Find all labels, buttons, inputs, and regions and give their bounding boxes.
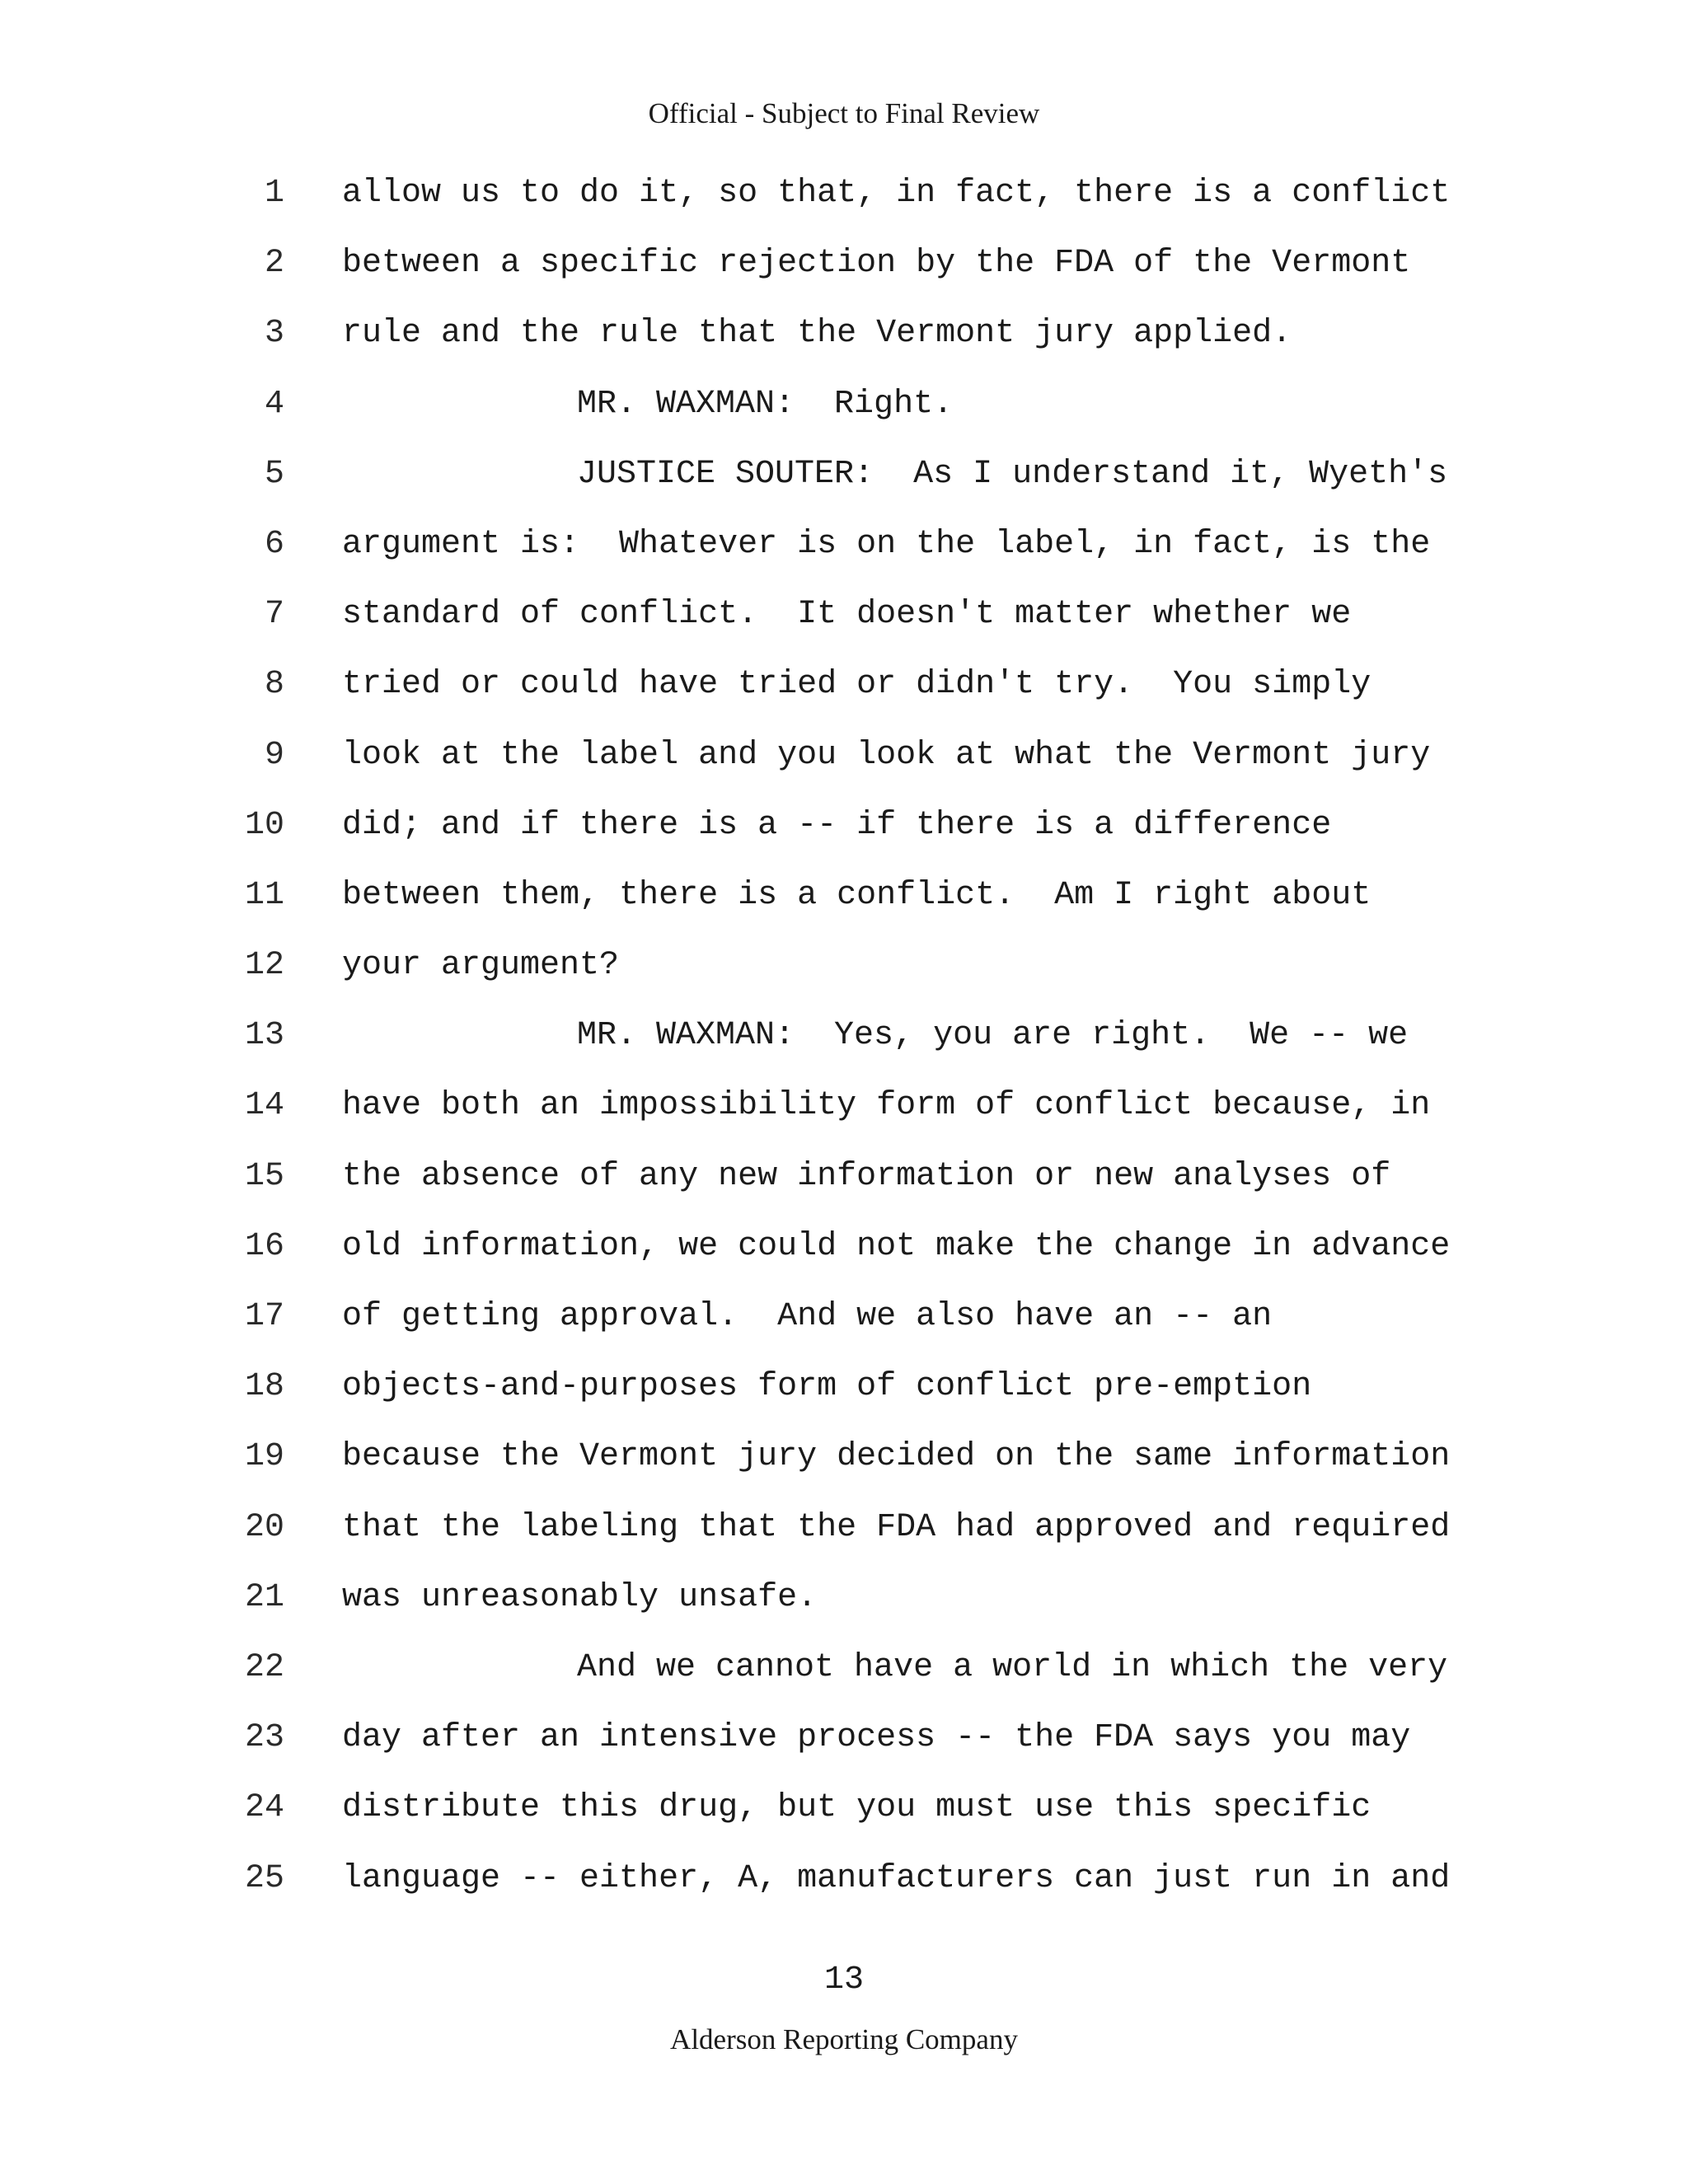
page-header: Official - Subject to Final Review [648,97,1040,129]
line-number: 20 [244,1508,284,1546]
line-number: 12 [244,947,284,985]
line-number: 22 [244,1648,284,1686]
line-text: because the Vermont jury decided on the same information [342,1438,1451,1476]
transcript-line [0,450,1688,520]
transcript-line [0,871,1688,941]
line-text: And we cannot have a world in which the very [577,1648,1448,1686]
transcript-line [0,731,1688,801]
line-text: between them, there is a conflict. Am I right about [342,876,1372,914]
line-number: 6 [264,525,284,563]
line-number: 8 [264,666,284,704]
line-text: MR. WAXMAN: Yes, you are right. We -- we [577,1017,1409,1055]
line-text: day after an intensive process -- the FDA says you may [342,1719,1411,1757]
transcript-line [0,1011,1688,1081]
line-number: 9 [264,736,284,774]
line-text: language -- either, A, manufacturers can just run in and [342,1859,1451,1897]
line-text: standard of conflict. It doesn't matter whether we [342,596,1352,634]
line-number: 24 [244,1789,284,1827]
transcript-line [0,941,1688,1011]
line-text: between a specific rejection by the FDA of the Vermont [342,245,1411,283]
line-text: rule and the rule that the Vermont jury applied. [342,315,1292,353]
line-text: JUSTICE SOUTER: As I understand it, Wyeth's [577,455,1448,493]
transcript-line [0,801,1688,871]
transcript-line [0,1152,1688,1222]
line-number: 13 [244,1017,284,1055]
transcript-body [0,169,1688,1924]
line-number: 15 [244,1157,284,1195]
line-text: old information, we could not make the change in advance [342,1227,1451,1265]
line-text: argument is: Whatever is on the label, in fact, is the [342,525,1431,563]
line-number: 1 [264,175,284,212]
line-number: 25 [244,1859,284,1897]
line-number: 18 [244,1368,284,1406]
line-number: 16 [244,1227,284,1265]
line-text: have both an impossibility form of conflict because, in [342,1087,1431,1125]
transcript-line [0,380,1688,450]
transcript-line [0,1854,1688,1924]
line-text: that the labeling that the FDA had approved and required [342,1508,1451,1546]
line-number: 7 [264,596,284,634]
line-text: tried or could have tried or didn't try. You simply [342,666,1372,704]
line-number: 5 [264,455,284,493]
transcript-line [0,1081,1688,1151]
transcript-line [0,169,1688,239]
line-text: of getting approval. And we also have an -- an [342,1298,1273,1335]
transcript-line [0,1432,1688,1502]
transcript-line [0,1292,1688,1362]
line-number: 14 [244,1087,284,1125]
transcript-line [0,1643,1688,1713]
line-number: 17 [244,1298,284,1335]
line-text: your argument? [342,947,620,985]
line-text: objects-and-purposes form of conflict pre-emption [342,1368,1312,1406]
page-number: 13 [823,1961,864,1999]
line-text: MR. WAXMAN: Right. [577,385,954,423]
transcript-line [0,1783,1688,1854]
line-number: 2 [264,245,284,283]
transcript-line [0,520,1688,590]
line-text: the absence of any new information or new analyses of [342,1157,1391,1195]
transcript-line [0,239,1688,309]
line-number: 11 [244,876,284,914]
line-number: 10 [244,806,284,844]
transcript-line [0,1222,1688,1292]
line-number: 19 [244,1438,284,1476]
transcript-line [0,660,1688,730]
transcript-line [0,1713,1688,1783]
transcript-line [0,1573,1688,1643]
line-number: 4 [264,385,284,423]
line-number: 21 [244,1578,284,1616]
line-number: 3 [264,315,284,353]
transcript-line [0,1503,1688,1573]
line-text: was unreasonably unsafe. [342,1578,818,1616]
line-text: allow us to do it, so that, in fact, there is a conflict [342,175,1451,212]
page-footer: Alderson Reporting Company [670,2023,1018,2055]
transcript-line [0,590,1688,660]
line-number: 23 [244,1719,284,1757]
line-text: look at the label and you look at what the Vermont jury [342,736,1431,774]
transcript-line [0,309,1688,379]
line-text: distribute this drug, but you must use this specific [342,1789,1372,1827]
line-text: did; and if there is a -- if there is a difference [342,806,1332,844]
transcript-line [0,1362,1688,1432]
